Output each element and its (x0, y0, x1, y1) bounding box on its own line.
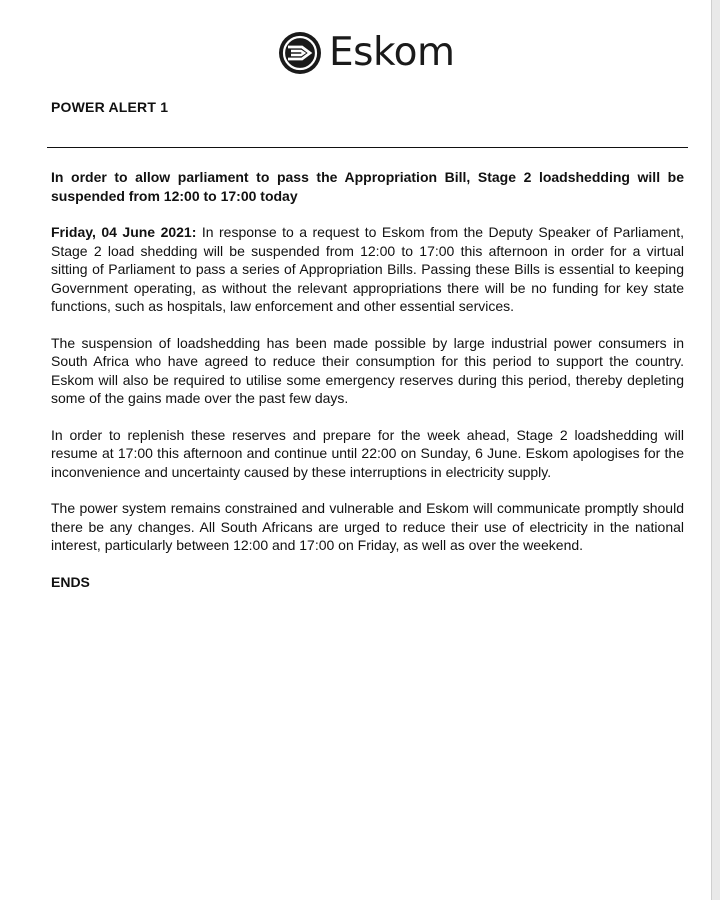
paragraph-1-text: In response to a request to Eskom from the Deputy Speaker of Parliament, Stage 2 load shedding will be suspended from 12:00 to 17:00 this afternoon in order for a virtual sitting of Parliament to pass a series of Appropriation Bills. Passing these Bills is essential to keeping Government operating, as without the relevant appropriations there will be no funding for key state functions, such as hospitals, law enforcement and other essential services. (51, 224, 684, 314)
paragraph-1 (51, 223, 684, 316)
paragraph-4: The power system remains constrained and vulnerable and Eskom will communicate promptly should there be any changes. All South Africans are urged to reduce their use of electricity in the national interest, particularly between 12:00 and 17:00 on Friday, as well as over the weekend. (51, 500, 684, 553)
paragraph-2: The suspension of loadshedding has been made possible by large industrial power consumers in South Africa who have agreed to reduce their consumption for this period to support the country. Eskom will also be required to utilise some emergency reserves during this period, thereby depleting some of the gains made over the past few days. (51, 334, 684, 406)
paragraph-3: In order to replenish these reserves and prepare for the week ahead, Stage 2 loadshedding will resume at 17:00 this afternoon and continue until 22:00 on Sunday, 6 June. Eskom apologises for the inconvenience and uncertainty caused by these interruptions in electricity supply. (51, 426, 684, 480)
headline: In order to allow parliament to pass the Appropriation Bill, Stage 2 loadshedding will be suspended from 12:00 to 17:00 today (51, 169, 684, 204)
dateline: Friday, 04 June 2021: (51, 224, 197, 240)
eskom-logo-icon (277, 30, 323, 76)
ends-marker: ENDS (51, 573, 90, 590)
document-body (51, 168, 684, 591)
alert-label: POWER ALERT 1 (51, 99, 169, 115)
logo-text: Eskom (329, 30, 455, 75)
eskom-logo (277, 30, 455, 76)
header-divider (47, 147, 688, 148)
